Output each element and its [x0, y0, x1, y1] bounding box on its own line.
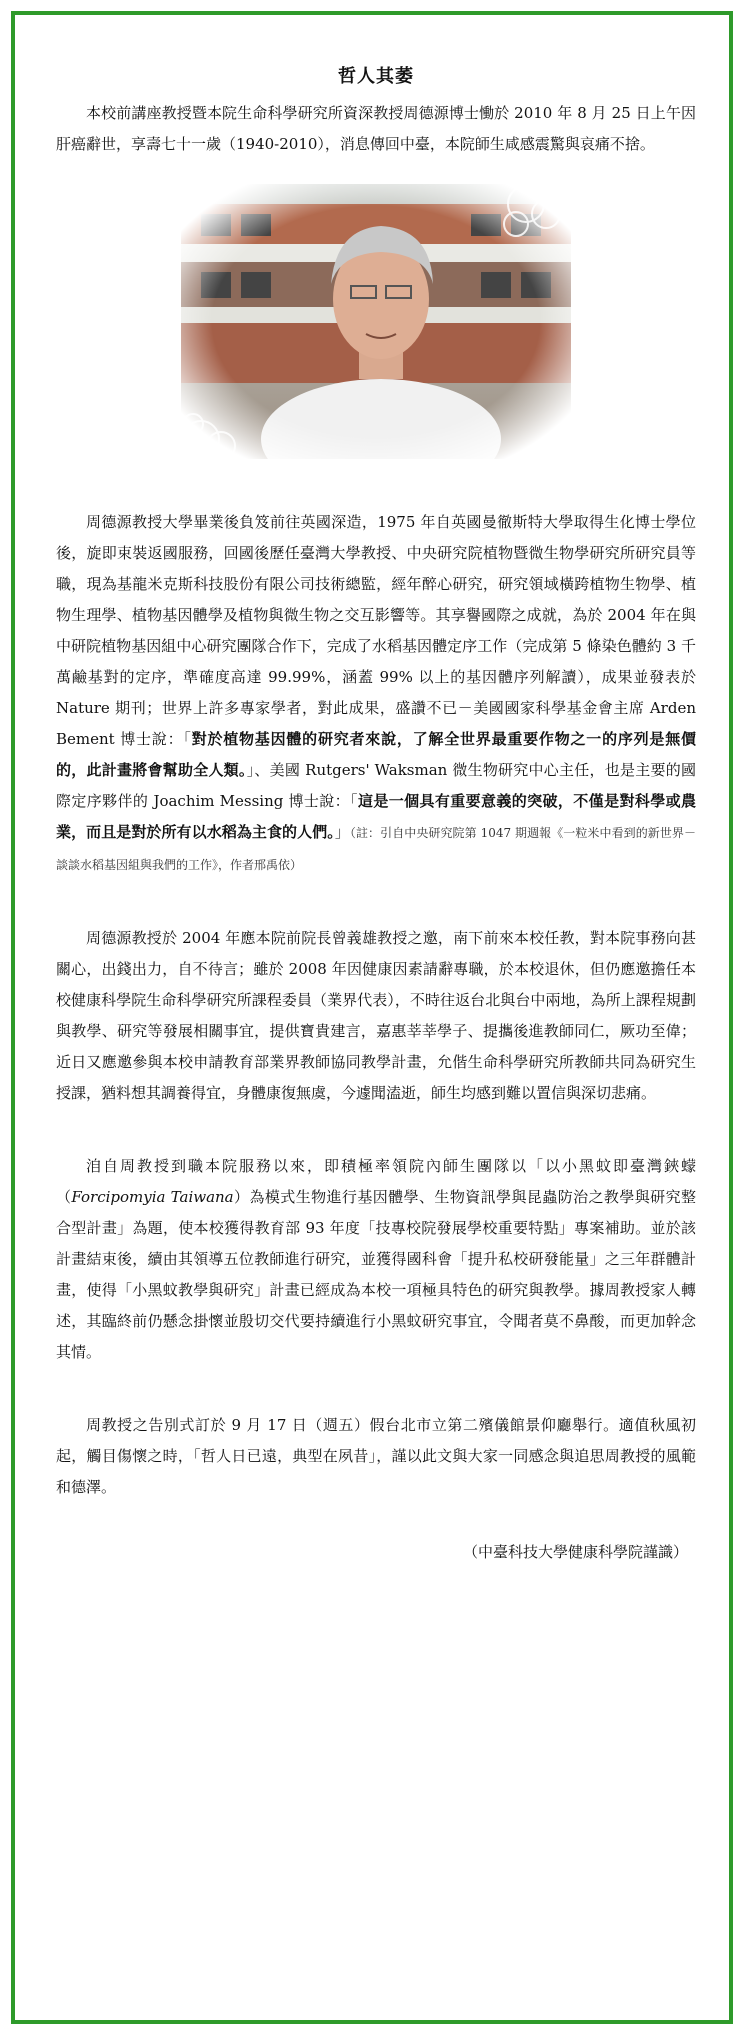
research-text-2: ）為模式生物進行基因體學、生物資訊學與昆蟲防治之教學與研究整合型計畫」為題，使本校獲得教育部 93 年度「技專校院發展學校重要特點」專案補助。並於該計畫結束後，續由其領導五位教師進行研究，並獲得國科會「提升私校研發能量」之三年群體計畫，使得「小黑蚊教學與研究」計畫已經成為本校一項極具特色的研究與教學。據周教授家人轉述，其臨終前仍懸念掛懷並殷切交代要持續進行小黑蚊研究事宜，令聞者莫不鼻酸，而更加幹念其情。: [56, 1188, 696, 1361]
portrait-photo: [181, 184, 571, 459]
signature: （中臺科技大學健康科學院謹識）: [462, 1543, 688, 1561]
career-text: 周德源教授大學畢業後負笈前往英國深造，1975 年自英國曼徹斯特大學取得生化博士學位後，旋即束裝返國服務，回國後歷任臺灣大學教授、中央研究院植物暨微生物學研究所研究員等職，現為基龍米克斯科技股份有限公司技術總監，經年醉心研究，研究領域橫跨植物生物學、植物生理學、植物基因體學及植物與微生物之交互影響等。其享譽國際之成就，為於 2004 年在與中研院植物基因組中心研究團隊合作下，完成了水稻基因體定序工作（完成第 5 條染色體約 3 千萬鹼基對的定序，準確度高達 99.99%，涵蓋 99% 以上的基因體序列解讀），成果並發表於 Nature 期刊；世界上許多專家學者，對此成果，盛讚不已－美國國家科學基金會主席 Arden Bement 博士說：「: [56, 513, 696, 748]
intro-paragraph: 本校前講座教授暨本院生命科學研究所資深教授周德源博士慟於 2010 年 8 月 25 日上午因肝癌辭世，享壽七十一歲（1940-2010），消息傳回中臺，本院師生咸感震驚與哀痛不捨。: [56, 104, 696, 153]
research-text: 洎自周教授到職本院服務以來，即積極率領院內師生團隊以「以小黑蚊即臺灣鋏蠓（: [56, 1157, 696, 1206]
bement-quote: 對於植物基因體的研究者來說，了解全世界最重要作物之一的序列是無價的，此計畫將會幫助全人類。: [56, 730, 696, 779]
messing-quote: 這是一個具有重要意義的突破，不僅是對科學或農業，而且是對於所有以水稻為主食的人們。: [56, 792, 696, 841]
article: [56, 64, 696, 1568]
species-name: Forcipomyia Taiwana: [71, 1188, 234, 1206]
career-text-2: 」、美國 Rutgers' Waksman 微生物研究中心主任，也是主要的國際定序夥伴的 Joachim Messing 博士說：「: [56, 761, 696, 810]
career-paragraph: [56, 507, 696, 881]
research-paragraph: [56, 1151, 696, 1368]
teaching-paragraph: 周德源教授於 2004 年應本院前院長曾義雄教授之邀，南下前來本校任教，對本院事務向甚關心，出錢出力，自不待言；雖於 2008 年因健康因素請辭專職，於本校退休，但仍應邀擔任本校健康科學院生命科學研究所課程委員（業界代表），不時往返台北與台中兩地，為所上課程規劃與教學、研究等發展相關事宜，提供寶貴建言，嘉惠莘莘學子、提攜後進教師同仁，厥功至偉；近日又應邀參與本校申請教育部業界教師協同教學計畫，允偕生命科學研究所教師共同為研究生授課，猶料想其調養得宜，身體康復無虞，今遽聞溘逝，師生均感到難以置信與深切悲痛。: [56, 929, 696, 1102]
page-title: 哲人其萎: [338, 66, 414, 87]
citation-note: （註：引自中央研究院第 1047 期週報《一粒米中看到的新世界－談談水稻基因組與我們的工作》，作者邢禹依）: [56, 826, 696, 872]
quote-close: 」: [334, 823, 350, 841]
memorial-paragraph: 周教授之告別式訂於 9 月 17 日（週五）假台北市立第二殯儀館景仰廳舉行。適值秋風初起，觸目傷懷之時，「哲人日已遠，典型在夙昔」，謹以此文與大家一同感念與追思周教授的風範和德澤。: [56, 1416, 696, 1496]
